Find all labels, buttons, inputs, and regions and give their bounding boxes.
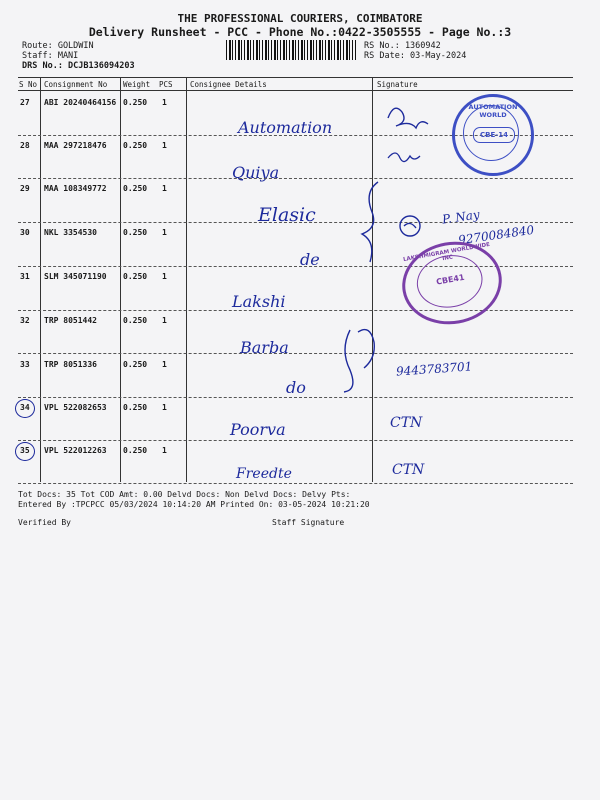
row-pcs: 1 <box>162 98 167 107</box>
row-pcs: 1 <box>162 141 167 150</box>
row-pcs: 1 <box>162 446 167 455</box>
row-consignee: Automation <box>238 118 333 137</box>
row-weight: 0.250 <box>123 184 148 193</box>
col-header-pcs: PCS <box>159 80 173 89</box>
rs-number: RS No.: 1360942 <box>364 41 441 51</box>
drs-number: DRS No.: DCJB136094203 <box>22 61 135 71</box>
row-consignee: Elasic <box>258 204 316 226</box>
row-consignment: VPL 522012263 <box>44 446 107 455</box>
row-consignment: ABI 20240464156 <box>44 98 117 107</box>
signature-initials: CTN <box>390 415 423 431</box>
row-sno: 30 <box>20 228 30 237</box>
row-sno: 32 <box>20 316 30 325</box>
row-weight: 0.250 <box>123 228 148 237</box>
row-consignment: TRP 8051336 <box>44 360 97 369</box>
row-weight: 0.250 <box>123 272 148 281</box>
col-header-consignment: Consignment No <box>44 80 108 89</box>
staff-signature-label: Staff Signature <box>272 518 345 527</box>
col-header-signature: Signature <box>377 80 418 89</box>
entered-line: Entered By :TPCPCC 05/03/2024 10:14:20 AM Printed On: 03-05-2024 10:21:20 <box>18 500 370 509</box>
row-sno: 28 <box>20 141 30 150</box>
stamp-code: CBE41 <box>435 272 466 287</box>
row-consignee: do <box>286 378 306 397</box>
runsheet-subtitle: Delivery Runsheet - PCC - Phone No.:0422-3505555 - Page No.:3 <box>88 25 512 39</box>
totals-line: Tot Docs: 35 Tot COD Amt: 0.00 Delvd Docs: Non Delvd Docs: Delvy Pts: <box>18 490 351 499</box>
row-weight: 0.250 <box>123 141 148 150</box>
row-consignment: NKL 3354530 <box>44 228 97 237</box>
col-header-consignee: Consignee Details <box>190 80 267 89</box>
row-sno: 31 <box>20 272 30 281</box>
row-consignment: MAA 108349772 <box>44 184 107 193</box>
row-pcs: 1 <box>162 360 167 369</box>
row-consignee: Freedte <box>236 466 292 482</box>
row-consignment: VPL 522082653 <box>44 403 107 412</box>
row-consignee: Barba <box>240 338 289 357</box>
row-pcs: 1 <box>162 184 167 193</box>
row-sno: 34 <box>20 403 30 412</box>
signature-initials: P. Nay <box>441 207 481 227</box>
row-consignment: MAA 297218476 <box>44 141 107 150</box>
route-label: Route: GOLDWIN <box>22 41 94 51</box>
signature-initials: CTN <box>392 462 425 478</box>
stamp-text: LAKSHMIGRAM WORLDWIDE INC <box>402 241 491 264</box>
row-consignee: Quiya <box>232 163 280 182</box>
row-consignee: Lakshi <box>232 292 286 311</box>
staff-label: Staff: MANI <box>22 51 79 61</box>
row-sno: 35 <box>20 446 30 455</box>
row-consignment: SLM 345071190 <box>44 272 107 281</box>
row-sno: 33 <box>20 360 30 369</box>
row-consignment: TRP 8051442 <box>44 316 97 325</box>
row-weight: 0.250 <box>123 360 148 369</box>
signature-phone: 9443783701 <box>395 359 473 379</box>
col-header-weight: Weight <box>123 80 151 89</box>
stamp-text: AUTOMATION WORLD <box>468 103 518 119</box>
row-consignee: Poorva <box>230 420 286 439</box>
row-weight: 0.250 <box>123 316 148 325</box>
row-pcs: 1 <box>162 403 167 412</box>
signature-phone: 9270084840 <box>457 222 535 248</box>
row-consignee: de <box>300 250 320 269</box>
row-sno: 29 <box>20 184 30 193</box>
company-stamp <box>452 94 534 176</box>
row-pcs: 1 <box>162 272 167 281</box>
verified-by-label: Verified By <box>18 518 71 527</box>
row-pcs: 1 <box>162 316 167 325</box>
row-sno: 27 <box>20 98 30 107</box>
company-name: THE PROFESSIONAL COURIERS, COIMBATORE <box>177 12 423 25</box>
col-header-sno: S No <box>19 80 38 89</box>
row-weight: 0.250 <box>123 98 148 107</box>
row-weight: 0.250 <box>123 403 148 412</box>
stamp-code: CBE-14 <box>473 127 515 143</box>
row-pcs: 1 <box>162 228 167 237</box>
row-weight: 0.250 <box>123 446 148 455</box>
rs-date: RS Date: 03-May-2024 <box>364 51 467 61</box>
